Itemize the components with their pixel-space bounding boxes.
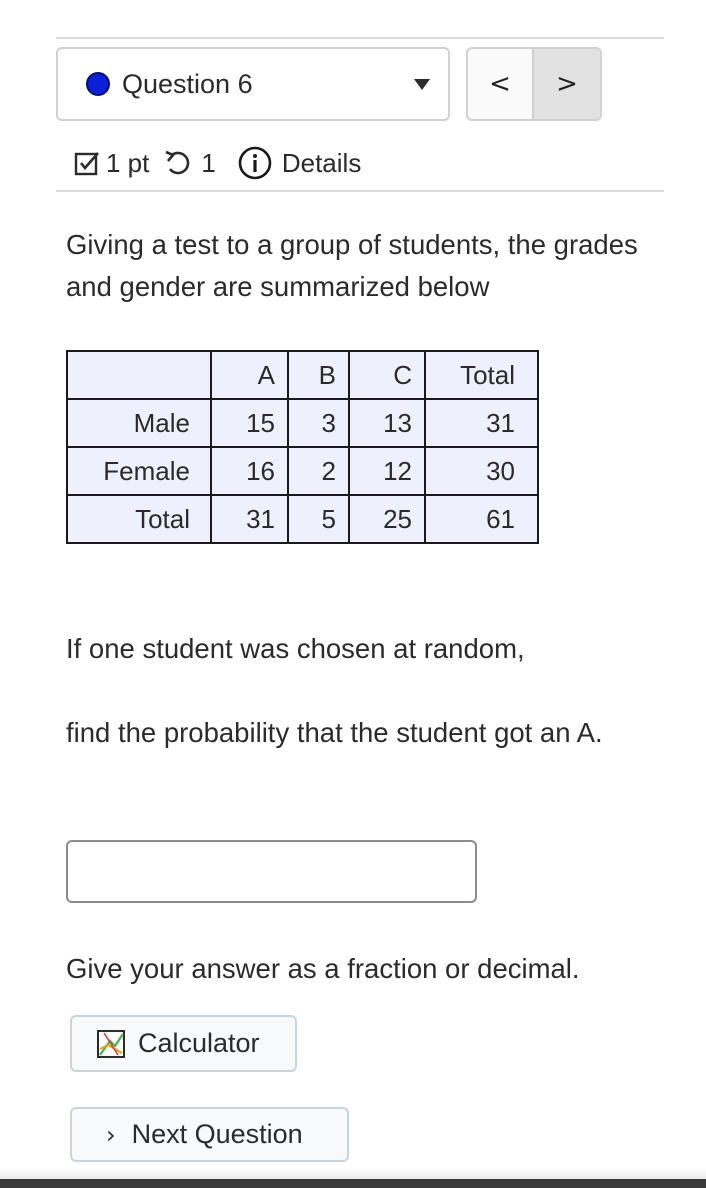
calculator-button[interactable] [70, 1015, 297, 1072]
bottom-shadow [0, 1168, 706, 1179]
next-question-arrow-button[interactable] [534, 49, 600, 119]
table-header-cell: B [288, 351, 349, 399]
table-header-cell: C [349, 351, 425, 399]
question-label: Question 6 [122, 68, 253, 99]
header-divider [56, 37, 664, 39]
retries-value: 1 [201, 147, 216, 178]
table-cell: 2 [288, 447, 349, 495]
table-header-row [67, 351, 538, 399]
caret-down-icon [414, 79, 430, 90]
table-cell: 3 [288, 399, 349, 447]
table-header-cell [67, 351, 211, 399]
checkbox-icon [74, 150, 100, 176]
answer-hint: Give your answer as a fraction or decimal. [66, 953, 580, 984]
question-nav [466, 47, 602, 121]
previous-question-button[interactable] [468, 49, 534, 119]
question-meta [74, 143, 361, 183]
question-selector[interactable] [56, 47, 450, 121]
cropped-toolbar [60, 0, 320, 4]
chevron-right-icon: › [106, 1120, 116, 1149]
table-cell: 12 [349, 447, 425, 495]
points-value: 1 pt [106, 147, 150, 178]
answer-input[interactable] [66, 840, 477, 903]
meta-divider [56, 190, 664, 192]
next-question-label: Next Question [131, 1119, 303, 1149]
table-cell: 16 [211, 447, 288, 495]
table-cell: 30 [425, 447, 538, 495]
question-prompt-line1: If one student was chosen at random, [66, 633, 525, 664]
question-prompt-line2: find the probability that the student got an A. [66, 717, 603, 748]
table-cell: 61 [425, 495, 538, 543]
table-row [67, 495, 538, 543]
question-status-icon [86, 72, 110, 96]
bottom-bar [0, 1179, 706, 1188]
retry-icon [163, 149, 193, 177]
calculator-icon [96, 1029, 126, 1059]
next-question-button[interactable] [70, 1107, 349, 1162]
table-cell: 25 [349, 495, 425, 543]
table-cell: 5 [288, 495, 349, 543]
question-intro: Giving a test to a group of students, the grades and gender are summarized below [66, 229, 638, 302]
chevron-right-icon: > [556, 69, 578, 99]
info-icon[interactable] [238, 146, 272, 180]
table-cell: 31 [425, 399, 538, 447]
table-row [67, 447, 538, 495]
details-link[interactable]: Details [281, 147, 362, 178]
table-header-cell: Total [425, 351, 538, 399]
table-cell: 15 [211, 399, 288, 447]
table-cell: 13 [349, 399, 425, 447]
table-cell: Total [67, 495, 211, 543]
table-cell: Female [67, 447, 211, 495]
table-cell: 31 [211, 495, 288, 543]
table-row [67, 399, 538, 447]
chevron-left-icon: < [489, 69, 511, 99]
grades-table [66, 350, 539, 544]
calculator-label: Calculator [138, 1028, 260, 1058]
table-header-cell: A [211, 351, 288, 399]
table-cell: Male [67, 399, 211, 447]
